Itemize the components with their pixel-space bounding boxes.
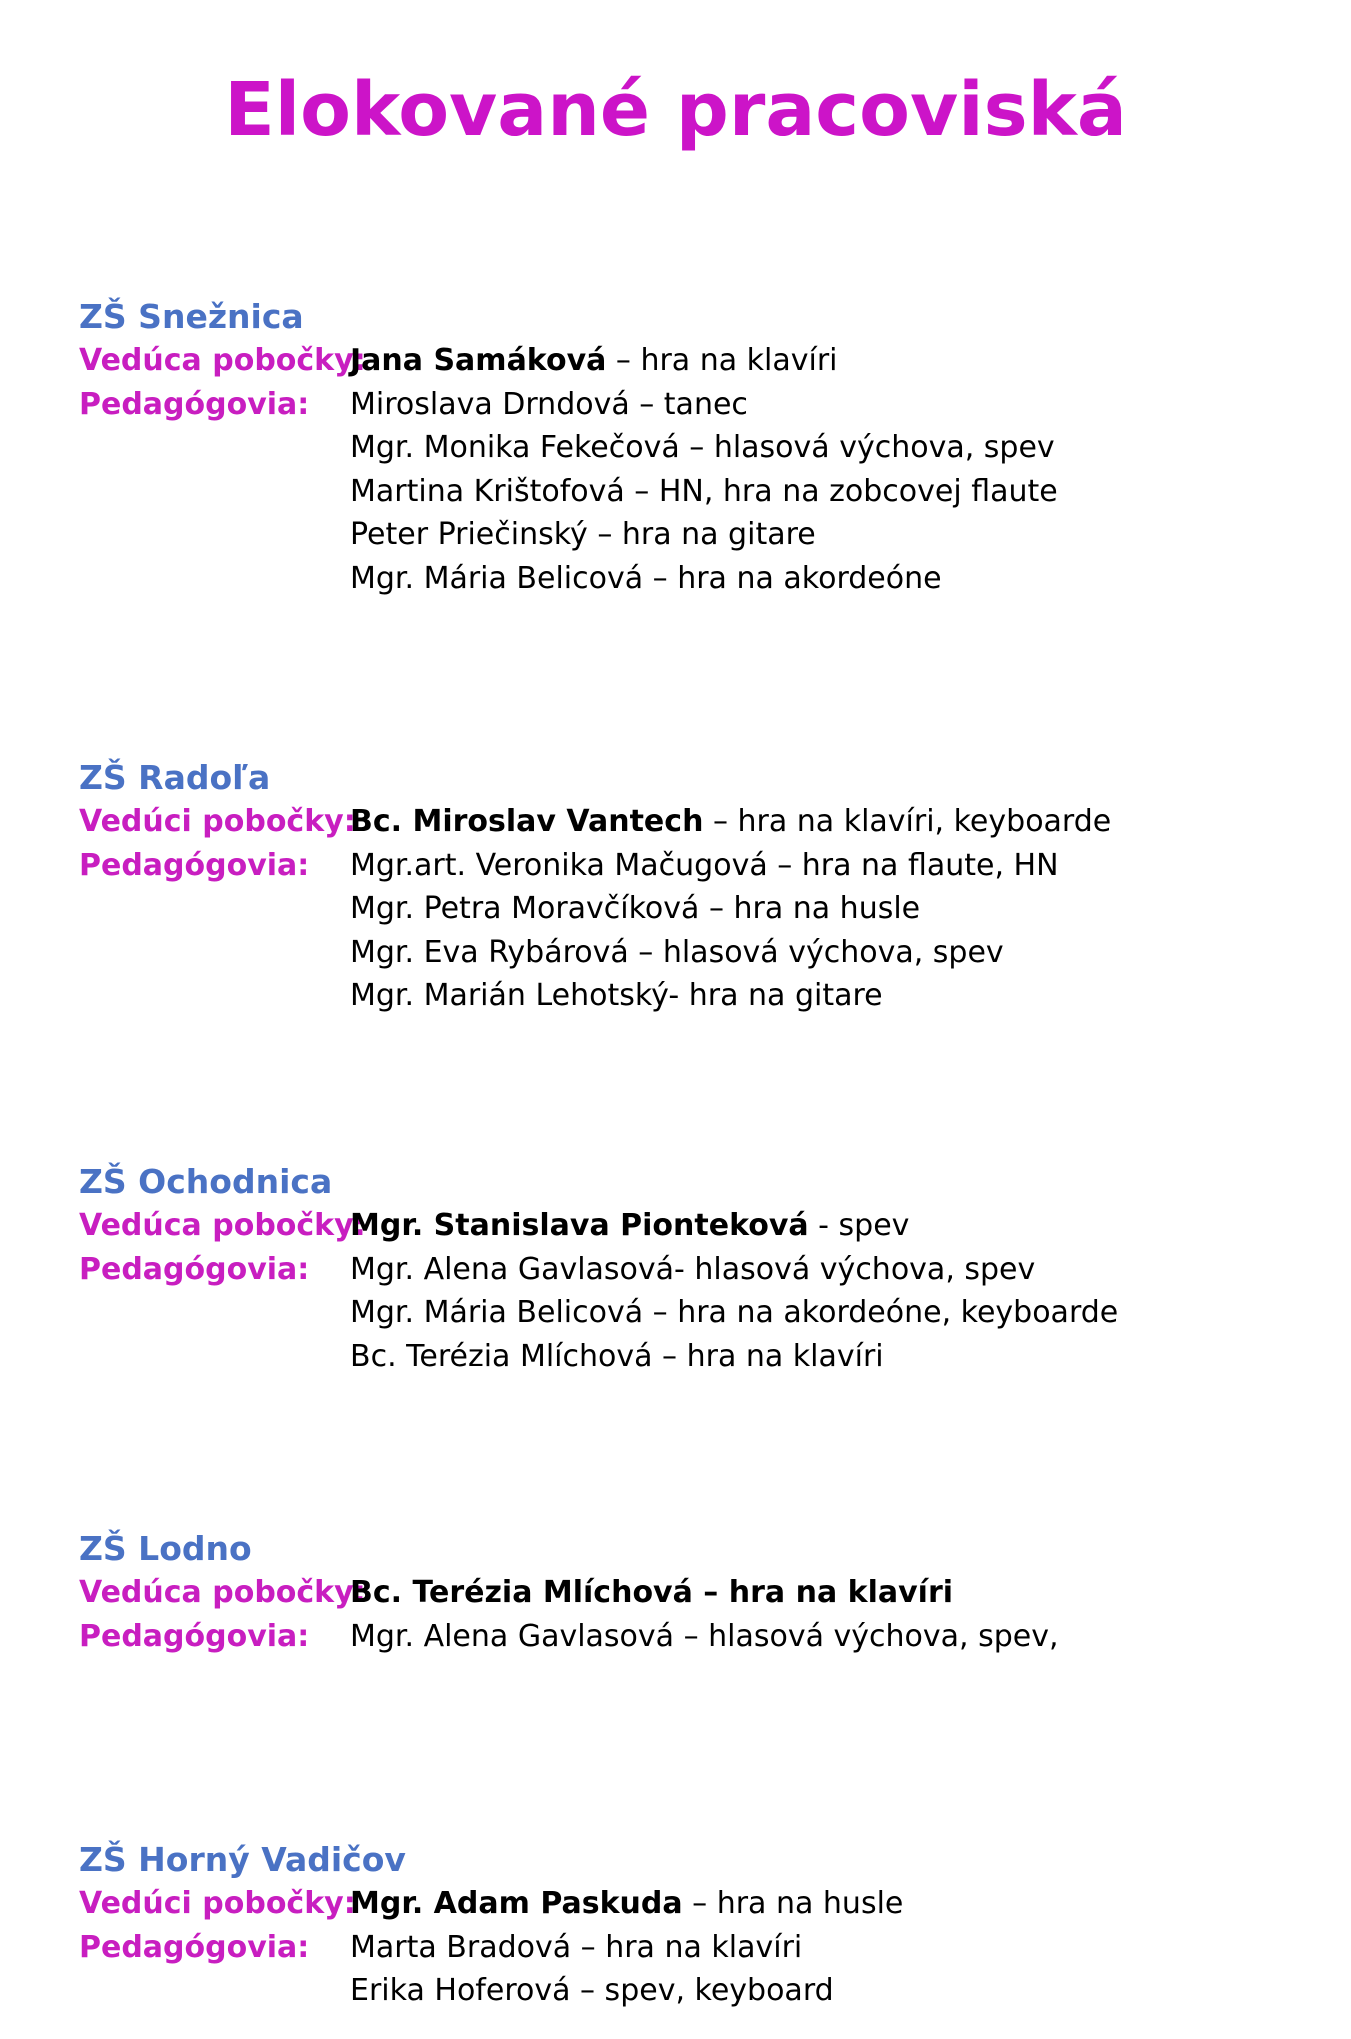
document-title: Elokované pracoviská bbox=[224, 67, 1127, 153]
school-name: ZŠ Lodno bbox=[79, 1529, 252, 1568]
school-name: ZŠ Snežnica bbox=[79, 297, 304, 336]
leader-role: - spev bbox=[808, 1208, 910, 1243]
school-name: ZŠ Radoľa bbox=[79, 758, 271, 797]
leader-label: Vedúca pobočky: bbox=[79, 1208, 366, 1243]
teacher-row bbox=[79, 383, 1319, 427]
teacher-entry: Mgr. Eva Rybárová – hlasová výchova, spev bbox=[350, 934, 1004, 970]
teacher-row bbox=[79, 844, 1319, 888]
teacher-row bbox=[79, 1248, 1319, 1292]
leader-label: Vedúci pobočky: bbox=[79, 804, 356, 839]
leader-name: Bc. Terézia Mlíchová – hra na klavíri bbox=[350, 1575, 954, 1610]
teacher-row bbox=[79, 974, 1319, 1018]
teacher-row bbox=[79, 887, 1319, 931]
teacher-row bbox=[79, 557, 1319, 601]
teacher-entry: Mgr. Mária Belicová – hra na akordeóne, keyboarde bbox=[350, 1295, 1119, 1330]
leader-name: Jana Samáková bbox=[350, 343, 607, 378]
teacher-entry: Bc. Terézia Mlíchová – hra na klavíri bbox=[350, 1338, 884, 1374]
teacher-row bbox=[79, 513, 1319, 557]
leader-name: Mgr. Adam Paskuda bbox=[350, 1886, 683, 1921]
teacher-entry: Marta Bradová – hra na klavíri bbox=[350, 1929, 803, 1965]
teacher-entry: Mgr. Petra Moravčíková – hra na husle bbox=[350, 891, 921, 926]
section-radoľa bbox=[79, 756, 1319, 1018]
leader-role: – hra na klavíri bbox=[606, 343, 838, 378]
teacher-entry: Mgr. Alena Gavlasová – hlasová výchova, spev, bbox=[350, 1618, 1059, 1654]
teacher-entry: Mgr. Monika Fekečová – hlasová výchova, spev bbox=[350, 430, 1055, 465]
teacher-row bbox=[79, 1291, 1319, 1335]
section-snežnica bbox=[79, 295, 1319, 600]
leader-value bbox=[350, 1571, 953, 1615]
leader-name: Mgr. Stanislava Pionteková bbox=[350, 1208, 809, 1243]
teacher-row bbox=[79, 1335, 1319, 1379]
leader-value bbox=[350, 1204, 909, 1248]
leader-row bbox=[79, 1571, 1319, 1615]
section-lodno bbox=[79, 1527, 1319, 1658]
teachers-label: Pedagógovia: bbox=[79, 1929, 310, 1965]
teacher-row bbox=[79, 470, 1319, 514]
leader-value bbox=[350, 339, 838, 383]
teacher-row bbox=[79, 1615, 1319, 1659]
leader-value bbox=[350, 800, 1111, 844]
leader-role: – hra na husle bbox=[682, 1886, 904, 1921]
section-horny-vadicov bbox=[79, 1838, 1319, 2013]
teacher-entry: Mgr. Mária Belicová – hra na akordeóne bbox=[350, 560, 942, 596]
leader-label: Vedúca pobočky: bbox=[79, 343, 366, 378]
teachers-label: Pedagógovia: bbox=[79, 1251, 310, 1287]
leader-row bbox=[79, 800, 1319, 844]
leader-name: Bc. Miroslav Vantech bbox=[350, 804, 704, 839]
teacher-row bbox=[79, 426, 1319, 470]
teacher-entry: Martina Krištofová – HN, hra na zobcovej flaute bbox=[350, 473, 1058, 509]
leader-row bbox=[79, 1882, 1319, 1926]
teachers-label: Pedagógovia: bbox=[79, 386, 310, 422]
teacher-row bbox=[79, 1969, 1319, 2013]
school-name: ZŠ Horný Vadičov bbox=[79, 1840, 406, 1879]
leader-label: Vedúca pobočky: bbox=[79, 1575, 366, 1610]
leader-value bbox=[350, 1882, 903, 1926]
teacher-entry: Mgr. Marián Lehotský- hra na gitare bbox=[350, 978, 883, 1013]
school-name: ZŠ Ochodnica bbox=[79, 1162, 333, 1201]
teacher-row bbox=[79, 1926, 1319, 1970]
leader-row bbox=[79, 1204, 1319, 1248]
teachers-label: Pedagógovia: bbox=[79, 847, 310, 883]
section-ochodnica bbox=[79, 1160, 1319, 1378]
teacher-entry: Miroslava Drndová – tanec bbox=[350, 386, 748, 422]
leader-role: – hra na klavíri, keyboarde bbox=[703, 804, 1112, 839]
teachers-label: Pedagógovia: bbox=[79, 1618, 310, 1654]
teacher-entry: Mgr. Alena Gavlasová- hlasová výchova, spev bbox=[350, 1251, 1036, 1287]
teacher-row bbox=[79, 931, 1319, 975]
leader-row bbox=[79, 339, 1319, 383]
teacher-entry: Mgr.art. Veronika Mačugová – hra na flaute, HN bbox=[350, 847, 1059, 883]
teacher-entry: Erika Hoferová – spev, keyboard bbox=[350, 1973, 834, 2008]
teacher-entry: Peter Priečinský – hra na gitare bbox=[350, 517, 816, 552]
leader-label: Vedúci pobočky: bbox=[79, 1886, 356, 1921]
